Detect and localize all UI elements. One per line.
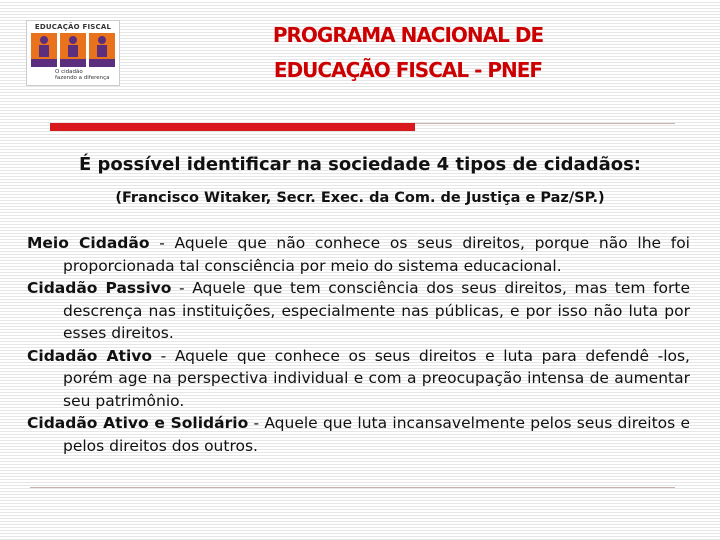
- definition-term: Cidadão Passivo: [27, 279, 172, 297]
- definition-item: [27, 232, 690, 277]
- intro-source: (Francisco Witaker, Secr. Exec. da Com. de Justiça e Paz/SP.): [115, 190, 605, 206]
- logo-people-icon: [31, 33, 115, 67]
- logo-title: EDUCAÇÃO FISCAL: [34, 23, 112, 31]
- title-line-2: EDUCAÇÃO FISCAL - PNEF: [273, 58, 543, 82]
- definition-item: [27, 277, 690, 345]
- definition-text: - Aquele que conhece os seus direitos e luta para defendê -los, porém age na perspectiva individual e com a preocupação intensa de aumentar seu patrimônio.: [63, 346, 690, 410]
- intro-statement: É possível identificar na sociedade 4 tipos de cidadãos:: [78, 154, 642, 175]
- definition-item: [27, 345, 690, 413]
- definition-text: - Aquele que luta incansavelmente pelos seus direitos e pelos direitos dos outros.: [63, 414, 690, 455]
- definition-item: [27, 412, 690, 457]
- divider-line-top: [415, 123, 675, 124]
- definition-text: - Aquele que não conhece os seus direitos, porque não lhe foi proporcionada tal consciência por meio do sistema educacional.: [63, 234, 690, 275]
- definition-term: Cidadão Ativo: [27, 346, 153, 365]
- definition-text: - Aquele que tem consciência dos seus direitos, mas tem forte descrença nas instituições, especialmente nas públicas, e por isso não luta por esses direitos.: [63, 279, 691, 342]
- definition-term: Meio Cidadão: [27, 234, 150, 252]
- educacao-fiscal-logo: [26, 20, 120, 86]
- definition-term: Cidadão Ativo e Solidário: [27, 414, 249, 432]
- logo-motto: O cidadão fazendo a diferença: [55, 69, 110, 81]
- title-line-1: PROGRAMA NACIONAL DE: [272, 23, 544, 47]
- divider-line-bottom: [30, 487, 675, 488]
- page-title: [218, 18, 598, 88]
- definitions-list: [27, 232, 690, 457]
- red-divider-bar: [50, 123, 415, 131]
